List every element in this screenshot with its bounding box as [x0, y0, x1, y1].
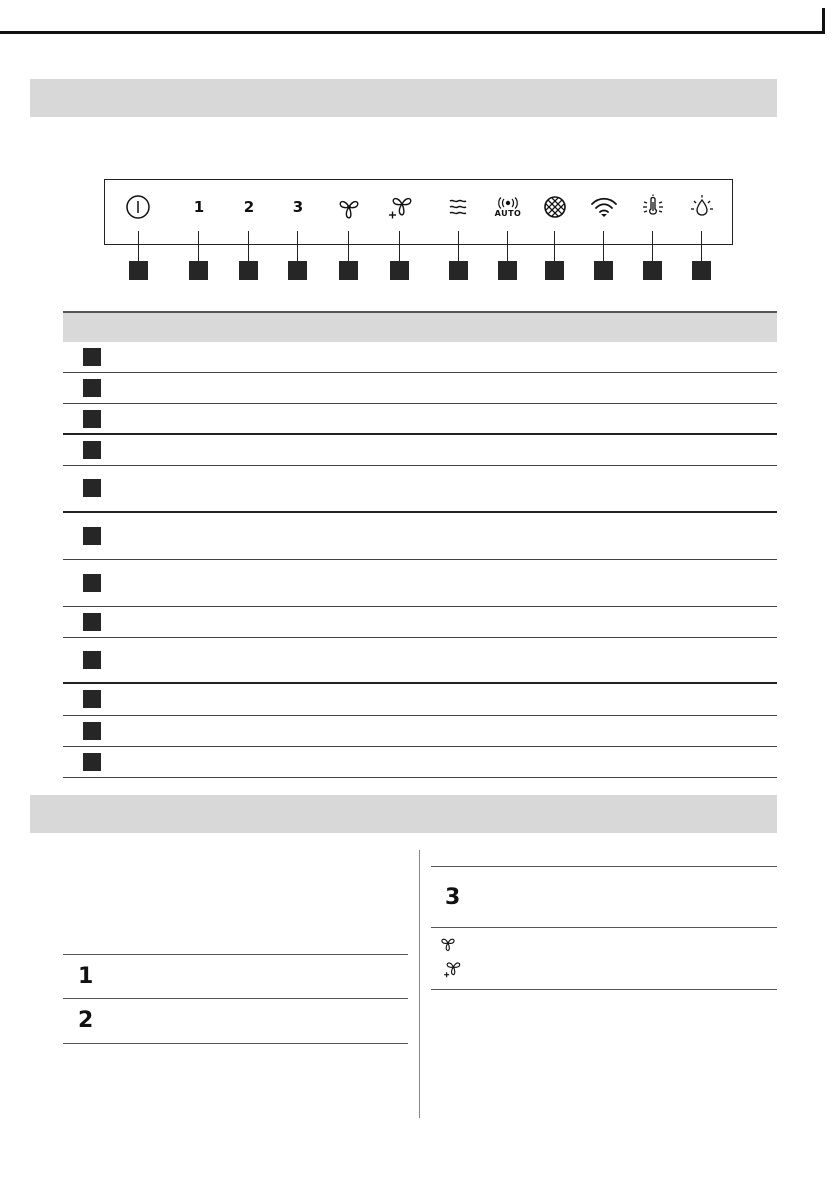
- temperature-button[interactable]: [637, 190, 669, 224]
- speed-3-label: 3: [292, 198, 304, 216]
- auto-label: AUTO: [494, 208, 522, 218]
- speed-2-label: 2: [243, 198, 255, 216]
- table-row: [63, 638, 777, 684]
- speed-3-symbol: 3: [445, 885, 461, 910]
- leader-line: [507, 231, 508, 261]
- filter-button[interactable]: [539, 190, 571, 224]
- fan-button[interactable]: [333, 190, 365, 224]
- table-row: [63, 435, 777, 466]
- row-marker: [83, 722, 101, 740]
- callout-marker: [288, 261, 307, 280]
- leader-line: [603, 231, 604, 261]
- speed-2-button[interactable]: [233, 190, 265, 224]
- table-row: [63, 342, 777, 373]
- callout-marker: [390, 261, 409, 280]
- light-icon: [689, 194, 715, 220]
- row-marker: [83, 753, 101, 771]
- callout-marker: [498, 261, 517, 280]
- speed-1-symbol: 1: [78, 964, 94, 989]
- table-row: [63, 607, 777, 638]
- callout-marker: [239, 261, 258, 280]
- table-row: [63, 560, 777, 607]
- row-marker: [83, 651, 101, 669]
- row-marker: [83, 613, 101, 631]
- table-header: [63, 311, 777, 342]
- leader-line: [458, 231, 459, 261]
- steam-sensor-button[interactable]: [443, 190, 475, 224]
- callout-marker: [189, 261, 208, 280]
- leader-line: [198, 231, 199, 261]
- speed-3-button[interactable]: [282, 190, 314, 224]
- section-heading-band: [30, 795, 777, 833]
- table-row: [63, 513, 777, 560]
- fan-boost-icon: [386, 193, 414, 221]
- fan-icon: [336, 194, 362, 220]
- fan-icon: [439, 934, 457, 952]
- leader-line: [248, 231, 249, 261]
- table-row: [63, 684, 777, 716]
- leader-line: [348, 231, 349, 261]
- callout-marker: [449, 261, 468, 280]
- leader-line: [554, 231, 555, 261]
- row-rule: [63, 954, 408, 955]
- fan-boost-button[interactable]: [384, 190, 416, 224]
- row-marker: [83, 527, 101, 545]
- row-rule: [431, 866, 777, 867]
- section-heading-band: [30, 79, 777, 117]
- table-row: [63, 466, 777, 513]
- row-rule: [63, 1043, 408, 1044]
- auto-button[interactable]: [492, 190, 524, 224]
- row-rule: [431, 989, 777, 990]
- callout-marker: [545, 261, 564, 280]
- row-marker: [83, 690, 101, 708]
- callout-marker: [692, 261, 711, 280]
- row-marker: [83, 348, 101, 366]
- thermometer-icon: [640, 194, 666, 220]
- wifi-icon: [590, 195, 618, 219]
- row-marker: [83, 441, 101, 459]
- fan-boost-symbol: [442, 959, 462, 983]
- leader-line: [701, 231, 702, 261]
- callout-marker: [643, 261, 662, 280]
- steam-icon: [446, 194, 472, 220]
- leader-line: [652, 231, 653, 261]
- row-rule: [63, 998, 408, 999]
- fan-symbol: [439, 934, 457, 956]
- auto-signal-icon: [498, 197, 518, 209]
- column-divider: [419, 850, 420, 1118]
- speed-2-symbol: 2: [78, 1008, 94, 1033]
- wifi-button[interactable]: [588, 190, 620, 224]
- light-button[interactable]: [686, 190, 718, 224]
- power-icon: [125, 194, 151, 220]
- filter-icon: [542, 194, 568, 220]
- table-row: [63, 716, 777, 747]
- row-marker: [83, 410, 101, 428]
- row-marker: [83, 574, 101, 592]
- row-marker: [83, 379, 101, 397]
- top-corner-mark: [822, 8, 825, 34]
- power-button[interactable]: [122, 190, 154, 224]
- table-row: [63, 373, 777, 404]
- speed-1-button[interactable]: [183, 190, 215, 224]
- table-row: [63, 404, 777, 435]
- leader-line: [399, 231, 400, 261]
- callout-marker: [129, 261, 148, 280]
- leader-line: [297, 231, 298, 261]
- fan-boost-icon: [442, 959, 462, 979]
- speed-1-label: 1: [193, 198, 205, 216]
- row-rule: [431, 927, 777, 928]
- table-row: [63, 747, 777, 778]
- callout-marker: [594, 261, 613, 280]
- callout-marker: [339, 261, 358, 280]
- leader-line: [138, 231, 139, 261]
- top-rule: [0, 31, 824, 34]
- row-marker: [83, 479, 101, 497]
